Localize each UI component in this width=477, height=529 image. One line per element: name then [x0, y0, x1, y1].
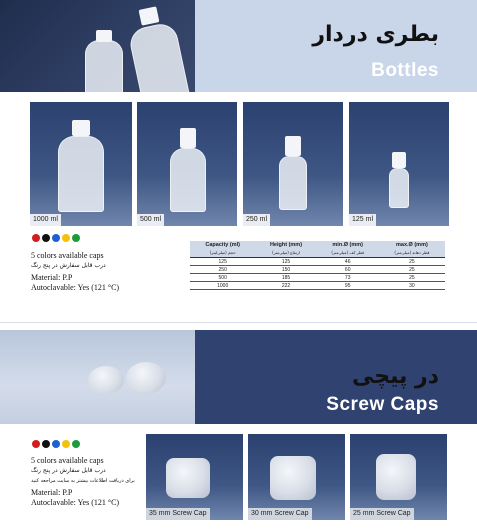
bottles-spec-table	[190, 241, 445, 290]
table-cell: 185	[255, 274, 316, 282]
header-capacity: Capacity (ml) حجم (میلی‌لیتر)	[190, 241, 255, 258]
bottles-hero-image	[0, 0, 195, 92]
bottles-cap-colors	[32, 234, 80, 242]
color-dot-black	[42, 234, 50, 242]
bottle-photo-label: 500 ml	[137, 214, 164, 226]
table-cell: 150	[255, 266, 316, 274]
autoclavable-text: Autoclavable: Yes (121 °C)	[31, 283, 120, 292]
bottle-1000-cap	[72, 120, 90, 136]
color-dot-green	[72, 234, 80, 242]
hero-cap-left	[88, 366, 124, 394]
table-cell: 250	[190, 266, 255, 274]
table-cell: 125	[190, 258, 255, 266]
bottle-photo-1000	[30, 102, 132, 226]
cap-30-shape	[270, 456, 316, 500]
color-dot-black	[42, 440, 50, 448]
bottle-1000-body	[58, 136, 104, 212]
table-row	[190, 282, 445, 290]
bottle-500-body	[170, 148, 206, 212]
color-dot-yellow	[62, 234, 70, 242]
table-cell: 25	[379, 274, 445, 282]
order-note-fa: درب قابل سفارش در پنج رنگ	[31, 467, 106, 474]
table-cell: 60	[317, 266, 379, 274]
color-dot-yellow	[62, 440, 70, 448]
table-cell: 73	[317, 274, 379, 282]
screw-caps-colors	[32, 440, 80, 448]
cap-25-shape	[376, 454, 416, 500]
screw-cap-photo-label: 35 mm Screw Cap	[146, 508, 210, 520]
table-cell: 25	[379, 258, 445, 266]
color-dot-red	[32, 440, 40, 448]
screw-cap-photo-25mm	[350, 434, 447, 520]
bottles-title-en: Bottles	[371, 60, 439, 81]
bottle-500-cap	[180, 128, 196, 148]
screw-caps-info	[31, 456, 135, 508]
color-dot-blue	[52, 234, 60, 242]
order-note-fa: درب قابل سفارش در پنج رنگ	[31, 262, 106, 269]
screw-caps-title-fa: در پیچی	[352, 364, 439, 389]
hero-cap-right	[126, 362, 166, 394]
table-cell: 1000	[190, 282, 255, 290]
site-note-fa: برای دریافت اطلاعات بیشتر به سایت مراجعه کنید	[31, 478, 135, 484]
hero-bottle-back	[85, 40, 123, 92]
table-cell: 30	[379, 282, 445, 290]
bottle-photo-label: 125 ml	[349, 214, 376, 226]
bottle-photo-125	[349, 102, 449, 226]
bottle-125-body	[389, 168, 409, 208]
material-text: Material: P.P	[31, 488, 73, 497]
bottle-photo-label: 1000 ml	[30, 214, 61, 226]
colors-available-text: 5 colors available caps	[31, 456, 104, 465]
screw-cap-photo-label: 25 mm Screw Cap	[350, 508, 414, 520]
section-divider	[0, 322, 477, 323]
header-max-diameter: max.Ø (mm) قطر دهانه (میلی‌متر)	[379, 241, 445, 258]
table-row	[190, 274, 445, 282]
table-cell: 125	[255, 258, 316, 266]
table-cell: 500	[190, 274, 255, 282]
header-min-diameter: min.Ø (mm) قطر کف (میلی‌متر)	[317, 241, 379, 258]
colors-available-text: 5 colors available caps	[31, 251, 104, 260]
screw-cap-photo-30mm	[248, 434, 345, 520]
screw-caps-title-en: Screw Caps	[326, 394, 439, 415]
material-text: Material: P.P	[31, 273, 73, 282]
color-dot-red	[32, 234, 40, 242]
cap-35-shape	[166, 458, 210, 498]
bottle-125-cap	[392, 152, 406, 168]
table-row	[190, 266, 445, 274]
bottles-title-fa: بطری دردار	[312, 22, 439, 47]
screw-cap-photo-35mm	[146, 434, 243, 520]
autoclavable-text: Autoclavable: Yes (121 °C)	[31, 498, 120, 507]
bottle-photo-250	[243, 102, 343, 226]
table-cell: 25	[379, 266, 445, 274]
screw-caps-title-panel	[195, 330, 477, 424]
hero-bottle-front	[127, 21, 191, 92]
hero-bottle-front-cap	[139, 6, 160, 25]
table-cell: 95	[317, 282, 379, 290]
bottle-photo-label: 250 ml	[243, 214, 270, 226]
bottles-title-panel	[195, 0, 477, 92]
screw-caps-header	[0, 330, 477, 424]
bottle-photo-500	[137, 102, 237, 226]
bottles-info	[31, 251, 119, 293]
hero-bottle-back-cap	[96, 30, 112, 42]
screw-cap-photo-label: 30 mm Screw Cap	[248, 508, 312, 520]
table-row	[190, 258, 445, 266]
spec-table-header-row	[190, 241, 445, 258]
screw-caps-hero-image	[0, 330, 195, 424]
color-dot-blue	[52, 440, 60, 448]
table-cell: 222	[255, 282, 316, 290]
table-cell: 46	[317, 258, 379, 266]
bottle-250-body	[279, 156, 307, 210]
header-height: Height (mm) ارتفاع (میلی‌متر)	[255, 241, 316, 258]
bottles-header	[0, 0, 477, 92]
color-dot-green	[72, 440, 80, 448]
bottle-250-cap	[285, 136, 301, 156]
